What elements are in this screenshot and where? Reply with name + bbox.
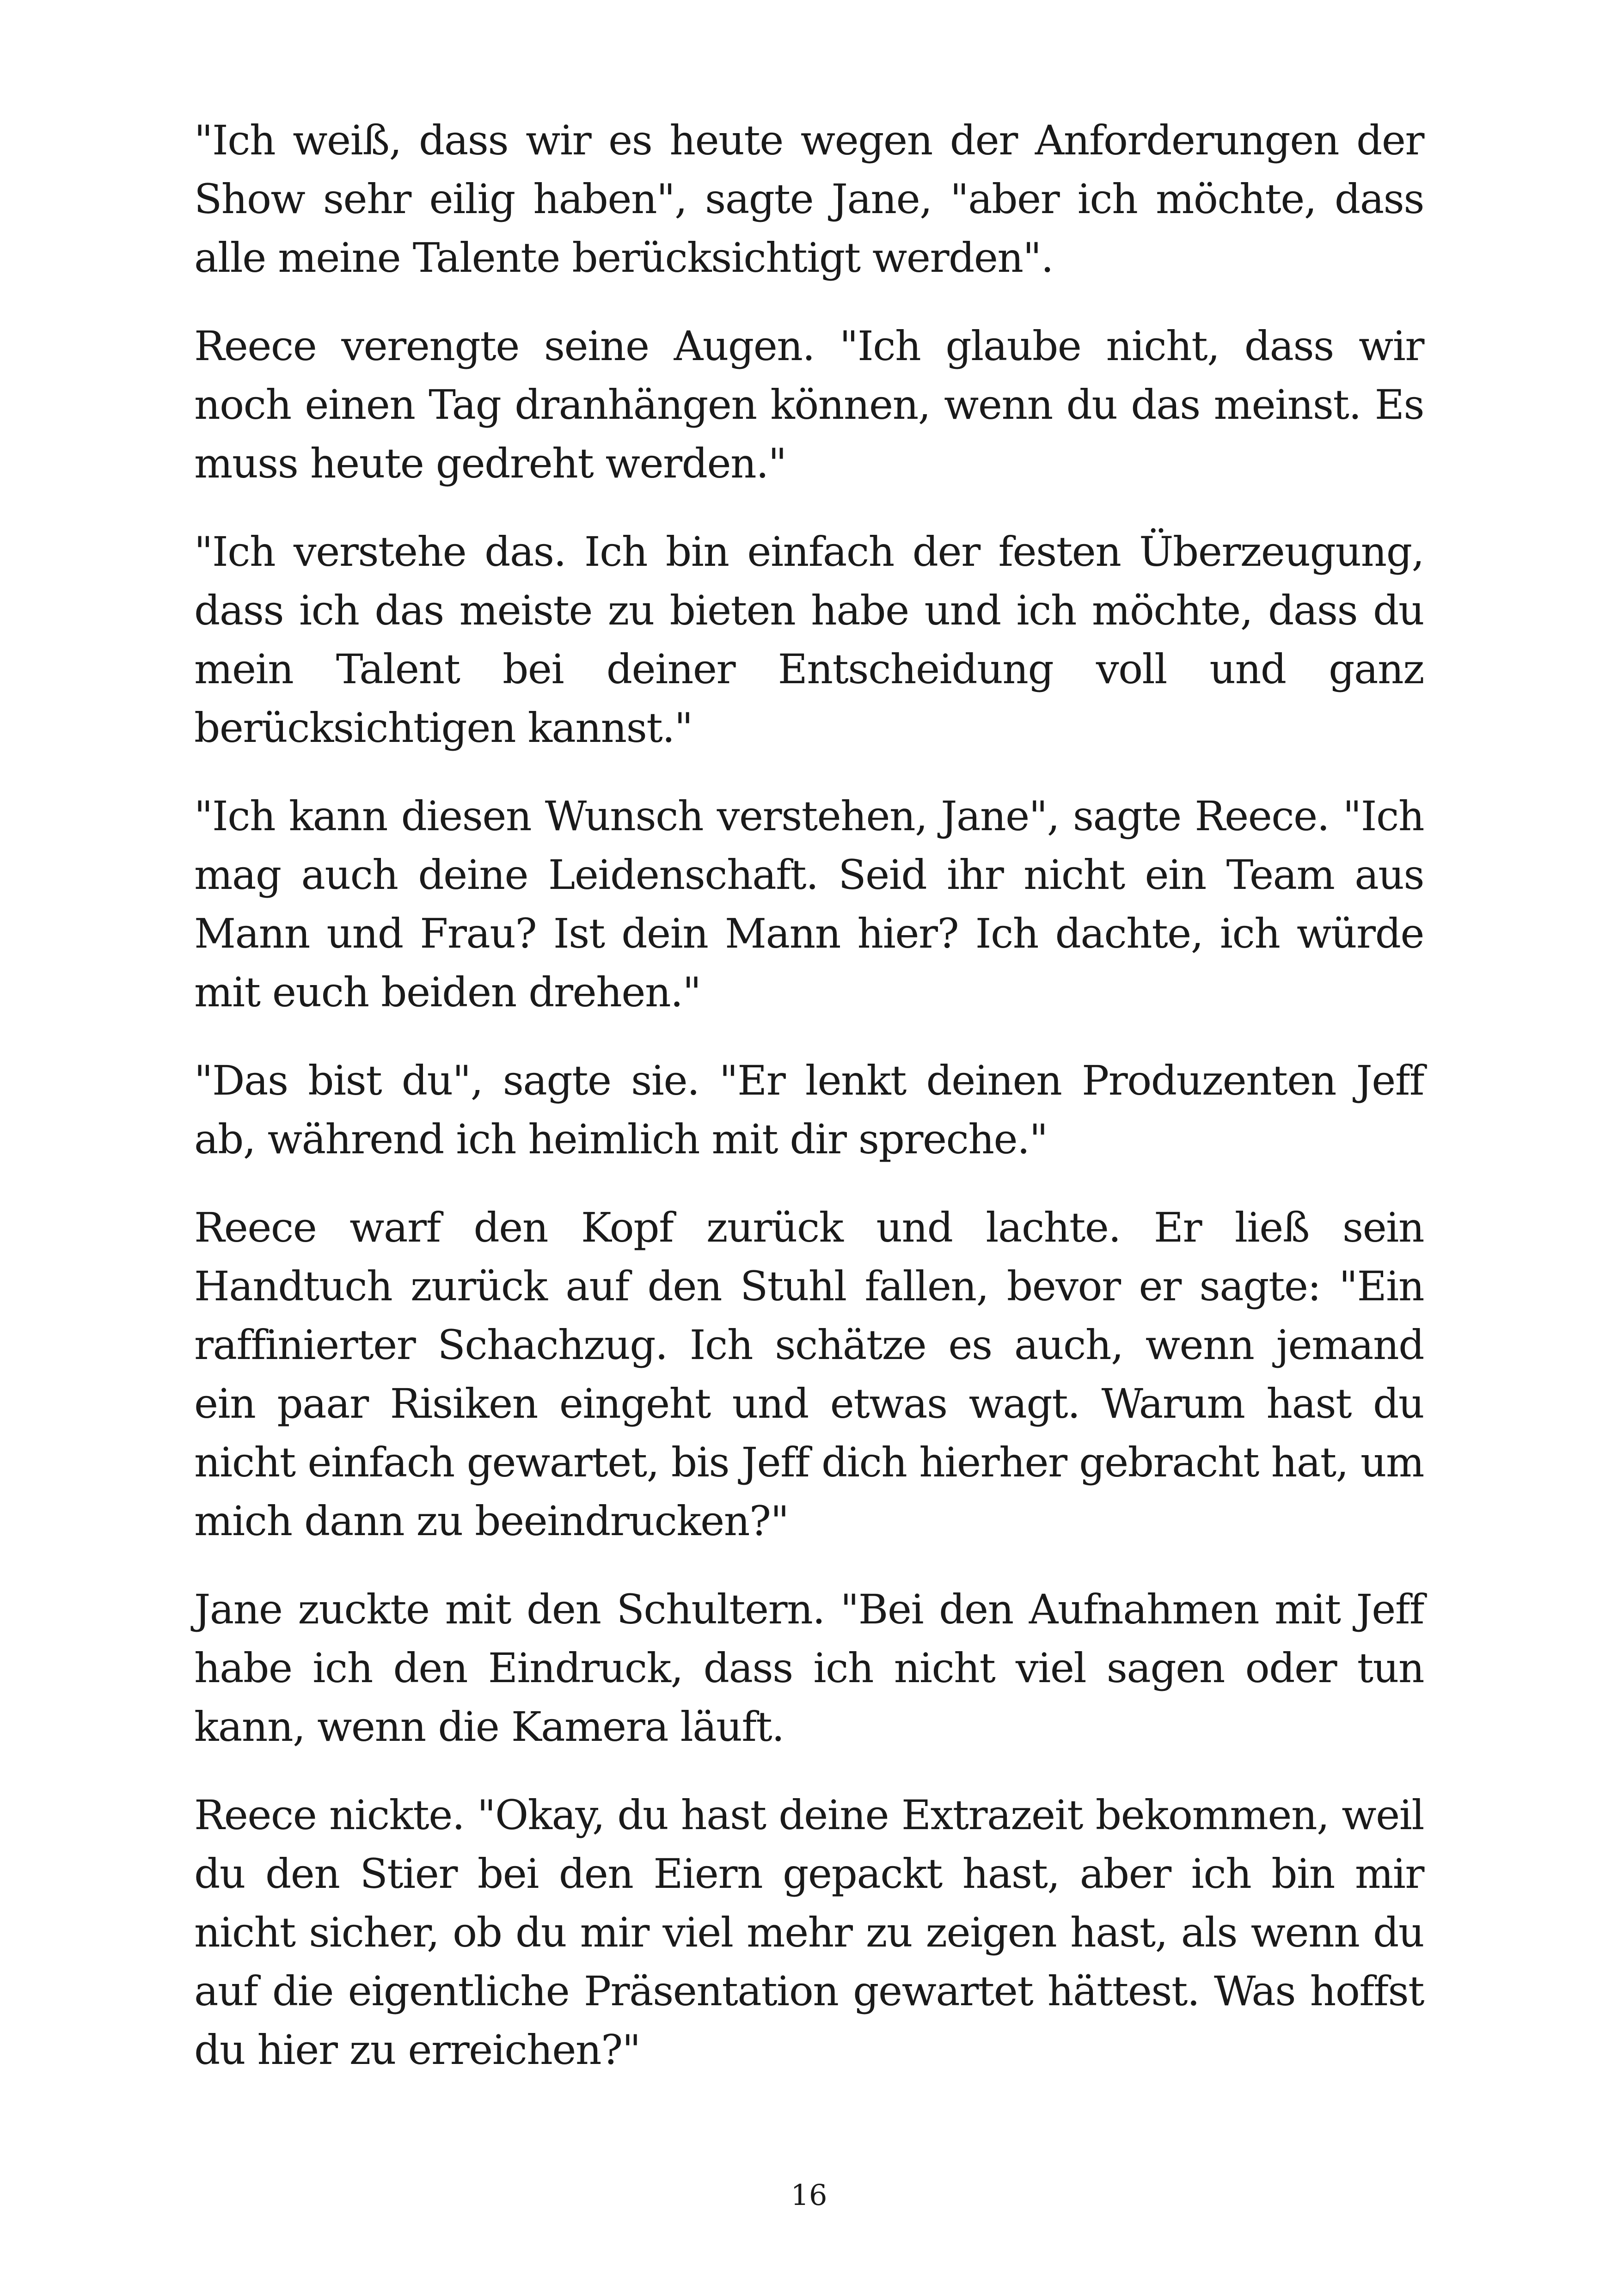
paragraph: Jane zuckte mit den Schultern. "Bei den Aufnahmen mit Jeff habe ich den Eindruck, dass ich nicht viel sagen oder tun kann, wenn die Kamera läuft.	[194, 1586, 1424, 1751]
body-text	[194, 111, 1424, 2109]
page-number: 16	[791, 2178, 827, 2212]
paragraph: "Ich weiß, dass wir es heute wegen der Anforderungen der Show sehr eilig haben", sagte Jane, "aber ich möchte, dass alle meine Talente berücksichtigt werden".	[194, 116, 1424, 282]
paragraph: "Ich kann diesen Wunsch verstehen, Jane", sagte Reece. "Ich mag auch deine Leidenschaft. Seid ihr nicht ein Team aus Mann und Frau? Ist dein Mann hier? Ich dachte, ich würde mit euch beiden drehen."	[194, 792, 1424, 1016]
paragraph: Reece verengte seine Augen. "Ich glaube nicht, dass wir noch einen Tag dranhängen können, wenn du das meinst. Es muss heute gedreht werden."	[194, 322, 1424, 487]
paragraph: Reece warf den Kopf zurück und lachte. Er ließ sein Handtuch zurück auf den Stuhl fallen, bevor er sagte: "Ein raffinierter Schachzug. Ich schätze es auch, wenn jemand ein paar Risiken eingeht und etwas wagt. Warum hast du nicht einfach gewartet, bis Jeff dich hierher gebracht hat, um mich dann zu beeindrucken?"	[194, 1204, 1424, 1545]
paragraph: "Ich verstehe das. Ich bin einfach der festen Überzeugung, dass ich das meiste zu bieten habe und ich möchte, dass du mein Talent bei deiner Entscheidung voll und ganz berücksichtigen kannst."	[194, 528, 1424, 752]
paragraph: "Das bist du", sagte sie. "Er lenkt deinen Produzenten Jeff ab, während ich heimlich mit dir spreche."	[194, 1057, 1424, 1163]
paragraph: Reece nickte. "Okay, du hast deine Extrazeit bekommen, weil du den Stier bei den Eiern gepackt hast, aber ich bin mir nicht sicher, ob du mir viel mehr zu zeigen hast, als wenn du auf die eigentliche Präsentation gewartet hättest. Was hoffst du hier zu erreichen?"	[194, 1791, 1424, 2074]
